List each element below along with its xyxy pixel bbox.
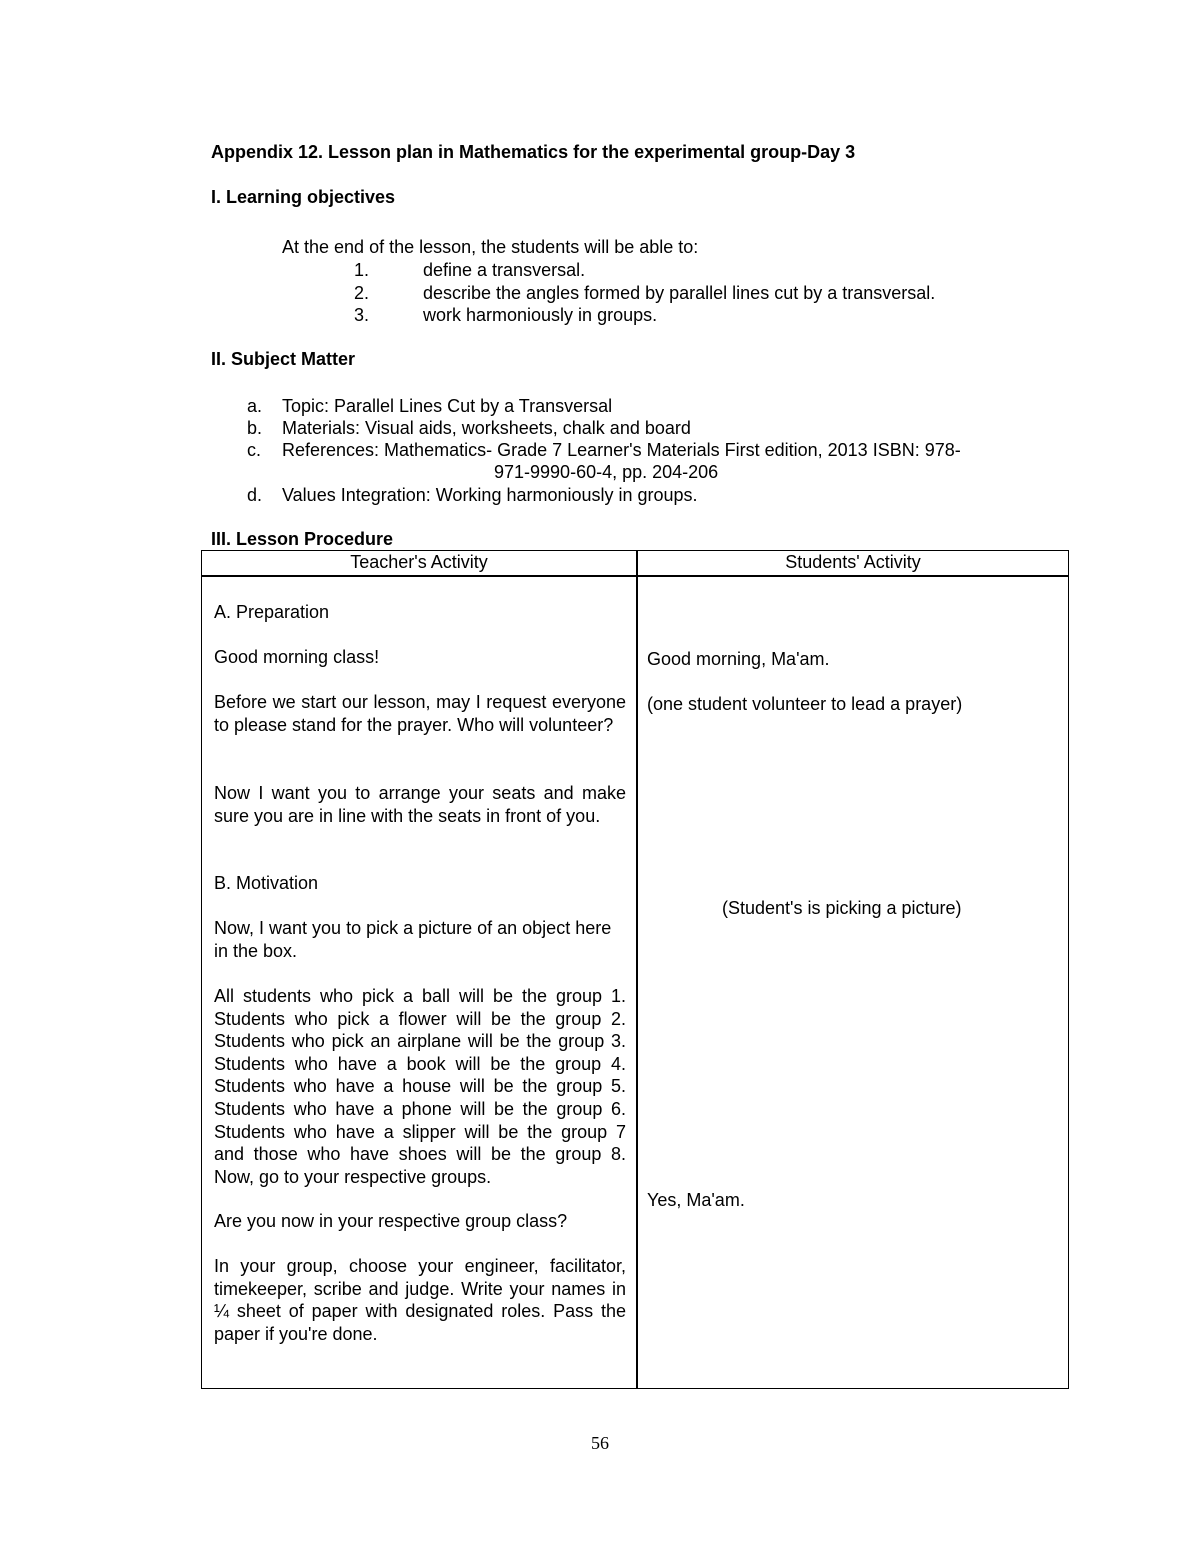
student-yes: Yes, Ma'am. [647,1190,745,1210]
subject-item-text-continued: 971-9990-60-4, pp. 204-206 [494,462,719,482]
column-header-students: Students' Activity [785,552,921,572]
teacher-greeting: Good morning class! [214,647,380,667]
subject-item-letter: c. [247,440,262,460]
objective-number: 2. [354,283,370,303]
teacher-group-check: Are you now in your respective group class? [214,1211,568,1231]
subject-item-text: References: Mathematics- Grade 7 Learner's Materials First edition, 2013 ISBN: 978- [282,440,961,460]
section-heading-objectives: I. Learning objectives [211,187,396,207]
subject-item-text: Topic: Parallel Lines Cut by a Transversal [282,396,613,416]
teacher-prayer-request: Before we start our lesson, may I request everyone to please stand for the prayer. Who will volunteer? [214,692,626,735]
teacher-pick-instruction: Now, I want you to pick a picture of an object here in the box. [214,918,612,961]
teacher-motivation-heading: B. Motivation [214,873,319,893]
teacher-roles-instruction: In your group, choose your engineer, facilitator, timekeeper, scribe and judge. Write your names in ¼ sheet of paper with designated roles. Pass the paper if you're done. [214,1256,626,1344]
subject-item-text: Values Integration: Working harmoniously in groups. [282,485,698,505]
lesson-procedure-table [201,550,1069,1389]
page-number: 56 [591,1433,609,1453]
objective-text: describe the angles formed by parallel lines cut by a transversal. [423,283,936,303]
section-heading-lesson-procedure: III. Lesson Procedure [211,529,394,549]
document-title: Appendix 12. Lesson plan in Mathematics for the experimental group-Day 3 [211,142,856,162]
subject-item-text: Materials: Visual aids, worksheets, chalk and board [282,418,691,438]
teacher-seat-instruction: Now I want you to arrange your seats and make sure you are in line with the seats in front of you. [214,783,626,826]
teacher-group-assignment: All students who pick a ball will be the group 1. Students who pick a flower will be the group 2. Students who pick an airplane will be the group 3. Students who have a book will be the group 4. Students who have a house will be the group 5. Students who have a phone will be the group 6. Students who have a slipper will be the group 7 and those who have shoes will be the group 8. Now, go to your respective groups. [214,986,626,1187]
section-heading-subject-matter: II. Subject Matter [211,349,356,369]
student-picking: (Student's is picking a picture) [722,898,962,918]
column-header-teacher: Teacher's Activity [350,552,488,572]
objective-number: 1. [354,260,370,280]
objectives-intro: At the end of the lesson, the students will be able to: [282,237,699,257]
header-divider [202,575,1068,577]
objective-text: define a transversal. [423,260,586,280]
subject-item-letter: a. [247,396,263,416]
objective-number: 3. [354,305,370,325]
column-divider [636,551,638,1388]
subject-item-letter: b. [247,418,263,438]
subject-item-letter: d. [247,485,263,505]
student-greeting: Good morning, Ma'am. [647,649,830,669]
teacher-preparation-heading: A. Preparation [214,602,330,622]
objective-text: work harmoniously in groups. [423,305,658,325]
student-prayer: (one student volunteer to lead a prayer) [647,694,963,714]
